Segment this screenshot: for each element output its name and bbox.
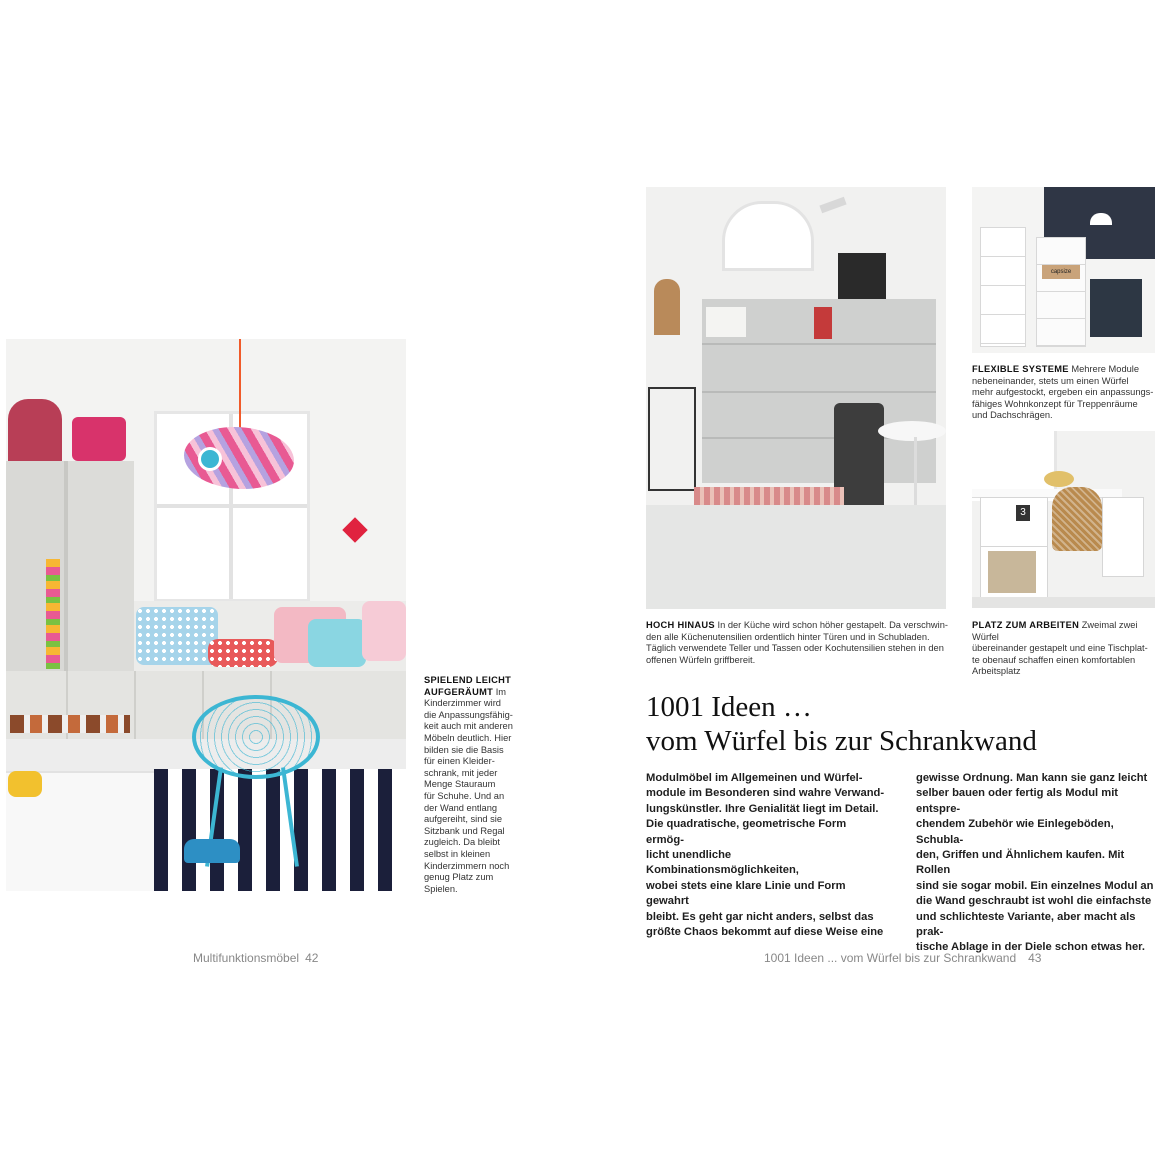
caption-kids-room-line: selbst in kleinen <box>424 848 491 859</box>
pink-bag <box>72 417 126 461</box>
desk-lamp <box>1090 213 1112 225</box>
caption-kids-room-line: Im <box>495 686 507 697</box>
footer-left <box>193 951 318 965</box>
caption-kids-room-line: die Anpassungsfähig- <box>424 709 513 720</box>
body-column-left <box>646 771 886 940</box>
caption-kids-room-line: Menge Stauraum <box>424 779 496 790</box>
body-line: licht unendliche Kombinationsmöglichkeiten, <box>646 849 799 877</box>
wall-lamp <box>819 197 846 213</box>
cushion-light-pink <box>362 601 406 661</box>
body-column-right <box>916 771 1156 956</box>
cushion-blue <box>136 607 218 665</box>
yellow-hat <box>1044 471 1074 487</box>
caption-kids-room-title-1: SPIELEND LEICHT <box>424 675 512 685</box>
caption-workspace-line: te obenauf schaffen einen komfortablen <box>972 654 1136 665</box>
caption-kids-room-line: Kinderzimmer wird <box>424 698 501 709</box>
body-line: den, Griffen und Ähnlichem kaufen. Mit Rollen <box>916 849 1125 877</box>
toy-car <box>8 771 42 797</box>
dark-cabinet <box>1090 279 1142 337</box>
body-line: bleibt. Es geht gar nicht anders, selbst das <box>646 910 874 923</box>
kitchen-rug <box>694 487 844 505</box>
arched-window <box>722 201 814 271</box>
black-cube <box>838 253 886 299</box>
caption-kids-room-line: der Wand entlang <box>424 802 498 813</box>
caption-kids-room <box>424 675 520 895</box>
caption-kids-room-line: Spielen. <box>424 883 458 894</box>
footer-right <box>764 951 1041 965</box>
caption-kids-room-line: für einen Kleider- <box>424 756 495 767</box>
article-heading <box>646 690 1146 758</box>
caption-kids-room-line: keit auch mit anderen <box>424 721 513 732</box>
caption-kids-room-line: zugleich. Da bleibt <box>424 837 500 848</box>
caption-flexible <box>972 364 1159 422</box>
blue-wire-chair <box>192 695 320 779</box>
photo-kitchen <box>646 187 946 609</box>
drawer-number-label: 3 <box>1016 505 1030 521</box>
body-line: tische Ablage in der Diele schon etwas her. <box>916 941 1146 954</box>
caption-flexible-line: Mehrere Module <box>1071 364 1140 374</box>
article-heading-line-2: vom Würfel bis zur Schrankwand <box>646 725 1037 757</box>
caption-kids-room-line: genug Platz zum <box>424 872 494 883</box>
caption-flexible-title: FLEXIBLE SYSTEME <box>972 364 1069 374</box>
caption-kids-room-line: Kinderzimmern noch <box>424 860 510 871</box>
fish-eye <box>198 447 222 471</box>
dollhouse <box>8 399 62 461</box>
body-line: lungskünstler. Ihre Genialität liegt im Detail. <box>646 802 879 815</box>
capsize-box: capsize <box>1042 265 1080 279</box>
round-table <box>878 421 946 441</box>
body-line: gewisse Ordnung. Man kann sie ganz leicht <box>916 772 1148 784</box>
caption-kids-room-line: aufgereiht, sind sie <box>424 814 503 825</box>
heart-decoration <box>342 517 367 542</box>
body-line: chendem Zubehör wie Einlegeböden, Schubla- <box>916 818 1114 846</box>
body-line: Modulmöbel im Allgemeinen und Würfel- <box>646 772 863 784</box>
caption-kitchen-line: In der Küche wird schon höher gestapelt. Da verschwin- <box>717 620 948 630</box>
magazine-files <box>988 551 1036 593</box>
caption-flexible-line: mehr aufgestockt, ergeben ein anpassungs- <box>972 387 1154 398</box>
lamp-cord <box>239 339 241 429</box>
red-books <box>814 307 832 339</box>
cube-stack-right <box>1102 497 1144 577</box>
body-line: sind sie sogar mobil. Ein einzelnes Modul an <box>916 879 1154 892</box>
caption-kids-room-line: für Schuhe. Und an <box>424 790 505 801</box>
page-number-left: 42 <box>305 951 319 965</box>
flower-garland <box>46 559 60 669</box>
rattan-chair <box>1052 487 1102 551</box>
caption-flexible-line: fähiges Wohnkonzept für Treppenräume <box>972 398 1138 409</box>
caption-workspace-title: PLATZ ZUM ARBEITEN <box>972 620 1080 630</box>
caption-kitchen-line: offenen Würfeln griffbereit. <box>646 654 756 665</box>
body-line: Die quadratische, geometrische Form ermög- <box>646 818 847 846</box>
page-number-right: 43 <box>1028 951 1042 965</box>
body-line: selber bauen oder fertig als Modul mit entspre- <box>916 787 1119 815</box>
caption-workspace-line: übereinander gestapelt und eine Tischplat- <box>972 643 1148 654</box>
caption-kitchen-title: HOCH HINAUS <box>646 620 715 630</box>
sneakers <box>184 839 240 863</box>
photo-flexible-systems <box>972 187 1155 353</box>
drawer-tower-left <box>980 227 1026 347</box>
striped-rug <box>154 769 406 891</box>
photo-workspace <box>972 431 1155 608</box>
body-line: wobei stets eine klare Linie und Form gewahrt <box>646 879 846 908</box>
caption-kids-room-line: Sitzbank und Regal <box>424 825 505 836</box>
article-heading-line-1: 1001 Ideen … <box>646 691 812 723</box>
body-line: und schlichteste Variante, aber macht als prak- <box>916 910 1136 939</box>
kitchen-floor <box>646 505 946 609</box>
caption-kids-room-line: schrank, mit jeder <box>424 767 498 778</box>
workspace-floor <box>972 597 1155 608</box>
caption-kids-room-line: Möbeln deutlich. Hier <box>424 732 512 743</box>
caption-workspace-line: Arbeitsplatz <box>972 666 1021 677</box>
caption-workspace-line: Zweimal zwei Würfel <box>972 620 1138 642</box>
drawer-tower-middle <box>1036 237 1086 347</box>
photo-kids-room <box>6 339 406 891</box>
caption-kids-room-title-2: AUFGERÄUMT <box>424 686 494 697</box>
kitchen-trolley <box>648 387 696 491</box>
caption-kitchen <box>646 620 951 666</box>
caption-kitchen-line: den alle Küchenutensilien ordentlich hinter Türen und in Schubladen. <box>646 631 930 642</box>
body-line: die Wand geschraubt ist wohl die einfachste <box>916 895 1152 908</box>
body-line: module im Besonderen sind wahre Verwand- <box>646 787 885 800</box>
shoe-row <box>10 715 130 733</box>
wardrobe-right <box>66 461 134 671</box>
cushion-turquoise <box>308 619 366 667</box>
footer-right-section: 1001 Ideen ... vom Würfel bis zur Schrankwand <box>764 951 1017 965</box>
caption-kitchen-line: Täglich verwendete Teller und Tassen oder Kochutensilien stehen in den <box>646 643 944 654</box>
wooden-mirror <box>654 279 680 335</box>
open-shelf-items <box>706 307 746 337</box>
footer-left-section: Multifunktionsmöbel <box>193 951 300 965</box>
caption-workspace <box>972 620 1159 678</box>
cushion-red <box>208 639 278 667</box>
body-line: größte Chaos bekommt auf diese Weise eine <box>646 926 884 939</box>
caption-flexible-line: nebeneinander, stets um einen Würfel <box>972 375 1129 386</box>
caption-flexible-line: und Dachschrägen. <box>972 410 1053 421</box>
caption-kids-room-line: bilden sie die Basis <box>424 744 504 755</box>
